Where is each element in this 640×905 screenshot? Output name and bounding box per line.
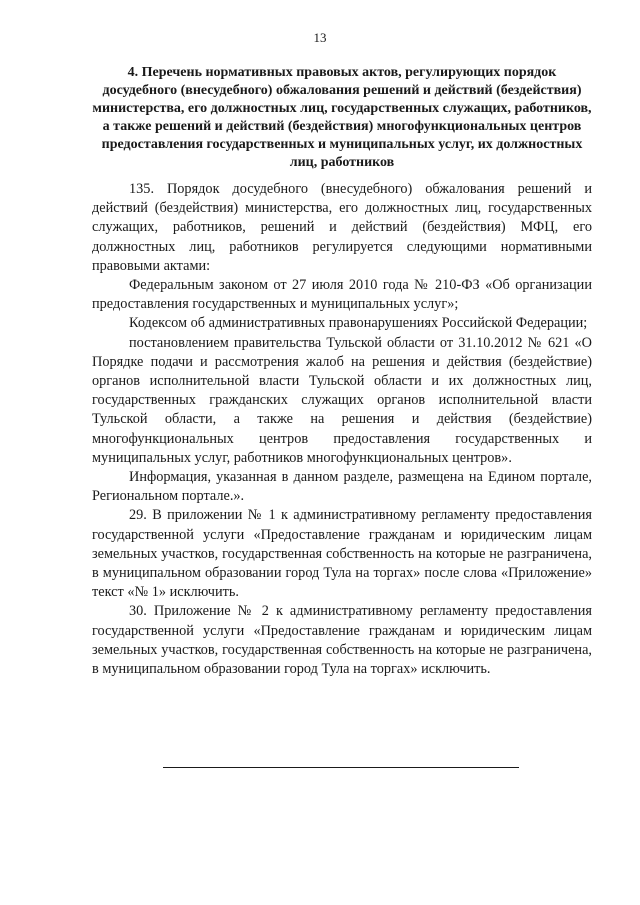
paragraph-federal-law: Федеральным законом от 27 июля 2010 года № 210-ФЗ «Об организации предоставления государственных и муниципальных услуг»; — [92, 277, 592, 313]
paragraph-item-30: 30. Приложение № 2 к административному регламенту предоставления государственной услуги «Предоставление гражданам и юридическим лицам земельных участков, государственная собственность на которые не разграничена, в муниципальном образовании город Тула на торгах» исключить. — [92, 603, 592, 678]
paragraph-item-135: 135. Порядок досудебного (внесудебного) обжалования решений и действий (бездействия) министерства, его должностных лиц, государственных служащих, работников, решений и действий (бездействия) МФЦ, его должностных лиц, работников регулируется следующими нормативными правовыми актами: — [92, 181, 592, 274]
page-number: 13 — [313, 30, 327, 45]
paragraph-administrative-code: Кодексом об административных правонарушениях Российской Федерации; — [129, 315, 588, 332]
end-divider-line — [163, 767, 519, 768]
document-body — [92, 180, 592, 679]
paragraph-item-29: 29. В приложении № 1 к административному регламенту предоставления государственной услуги «Предоставление гражданам и юридическим лицам земельных участков, государственная собственность на которые не разграничена, в муниципальном образовании город Тула на торгах» после слова «Приложение» текст «№ 1» исключить. — [92, 507, 592, 601]
paragraph-portal-information: Информация, указанная в данном разделе, размещена на Едином портале, Региональном портале.». — [92, 469, 592, 505]
section-heading: 4. Перечень нормативных правовых актов, регулирующих порядок досудебного (внесудебного) обжалования решений и действий (бездействия) министерства, его должностных лиц, государственных служащих, работников, а также решений и действий (бездействия) многофункциональных центров предоставления государственных и муниципальных услуг, их должностных лиц, работников — [92, 65, 592, 170]
paragraph-regional-resolution: постановлением правительства Тульской области от 31.10.2012 № 621 «О Порядке подачи и рассмотрения жалоб на решения и действия (бездействие) органов исполнительной власти Тульской области и их должностных лиц, государственных гражданских служащих органов исполнительной власти Тульской области, а также на решения и действия (бездействие) многофункциональных центров предоставления государственных и муниципальных услуг, работников многофункциональных центров». — [92, 334, 592, 466]
